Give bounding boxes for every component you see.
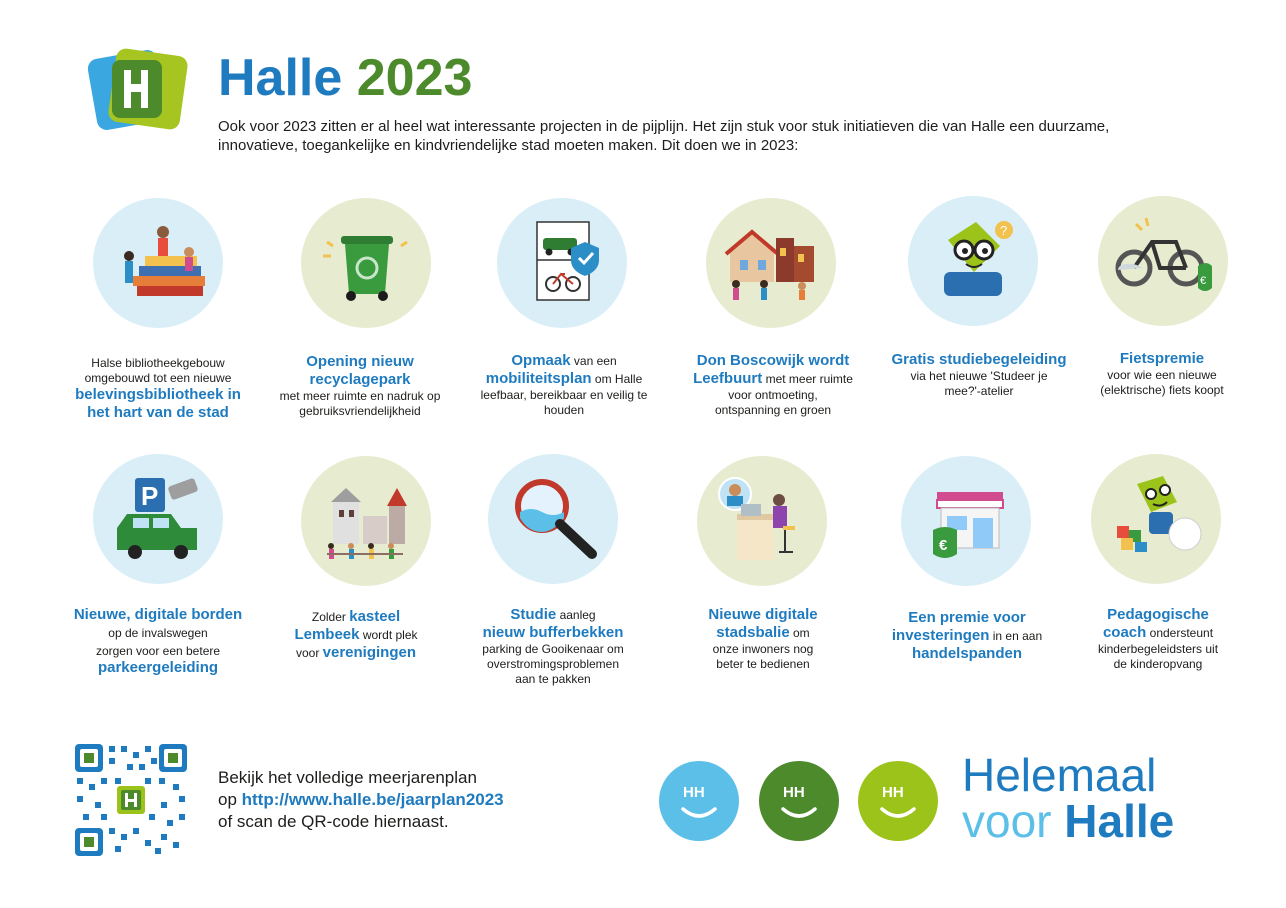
houses-neighbourhood-icon — [706, 198, 836, 328]
svg-text:HH: HH — [683, 784, 705, 801]
project-caption-studiebegeleiding: Gratis studiebegeleiding via het nieuwe 'Studeer je mee?'-atelier — [891, 351, 1067, 398]
parking-sign-car-icon — [93, 454, 223, 584]
project-caption-library: Halse bibliotheekgebouw omgebouwd tot een nieuwe belevingsbibliotheek in het hart van de stad — [75, 356, 241, 421]
video-call-desk-icon — [697, 456, 827, 586]
project-caption-bufferbekken: Studie aanleg nieuw bufferbekken parking de Gooikenaar om overstromingsproblemen aan te pakken — [482, 606, 624, 686]
project-caption-pedagogische-coach: Pedagogische coach ondersteunt kinderbegeleidsters uit de kinderopvang — [1097, 606, 1219, 671]
project-caption-digitale-borden: Nieuwe, digitale borden op de invalswegen zorgen voor een betere parkeergeleiding — [73, 606, 243, 676]
jaarplan-link[interactable]: http://www.halle.be/jaarplan2023 — [241, 790, 504, 809]
svg-text:P: P — [141, 481, 159, 511]
bicycle-premium-icon — [1098, 196, 1228, 326]
svg-text:HH: HH — [783, 784, 805, 801]
svg-text:?: ? — [1000, 223, 1008, 238]
childcare-mascot-icon — [1091, 454, 1221, 584]
project-caption-don-boscowijk: Don Boscowijk wordt Leefbuurt met meer ruimte voor ontmoeting, ontspanning en groen — [693, 352, 853, 417]
project-caption-mobiliteitsplan: Opmaak van een mobiliteitsplan om Halle leefbaar, bereikbaar en veilig te houden — [480, 352, 648, 417]
recycling-bin-icon — [301, 198, 431, 328]
intro-text: Ook voor 2023 zitten er al heel wat interessante projecten in de pijplijn. Het zijn stuk voor stuk initiatieven die van Halle een duurzame, innovatieve, toegankelijke en kindvriendelijke stad moeten maken. Dit doen we in 2023: — [218, 118, 1110, 154]
svg-text:HH: HH — [882, 784, 904, 801]
project-caption-fietspremie: Fietspremie voor wie een nieuwe (elektrische) fiets koopt — [1100, 350, 1224, 397]
smiley-darkgreen-icon — [759, 761, 839, 841]
svg-text:€: € — [939, 537, 948, 554]
footer-text: Bekijk het volledige meerjarenplan op http://www.halle.be/jaarplan2023 of scan de QR-code hiernaast. — [218, 768, 504, 831]
project-caption-kasteel-lembeek: Zolder kasteel Lembeek wordt plek voor verenigingen — [294, 608, 418, 661]
project-caption-stadsbalie: Nieuwe digitale stadsbalie om onze inwoners nog beter te bedienen — [708, 606, 818, 671]
castle-icon — [301, 456, 431, 586]
shop-moneybag-icon — [901, 456, 1031, 586]
library-books-icon — [93, 198, 223, 328]
study-mascot-icon — [908, 196, 1038, 326]
project-caption-handelspanden: Een premie voor investeringen in en aan handelspanden — [891, 609, 1043, 662]
page-title: Halle 2023 — [218, 49, 473, 107]
qr-code[interactable] — [75, 744, 187, 856]
smiley-lightgreen-icon — [858, 761, 938, 841]
mobility-plan-icon — [497, 198, 627, 328]
svg-text:€: € — [1200, 275, 1207, 287]
slogan: Helemaal voor Halle — [962, 749, 1175, 847]
halle-logo — [88, 46, 188, 132]
magnifier-water-icon — [488, 454, 618, 584]
project-caption-recyclagepark: Opening nieuw recyclagepark met meer ruimte en nadruk op gebruiksvriendelijkheid — [279, 353, 441, 418]
smiley-blue-icon — [659, 761, 739, 841]
